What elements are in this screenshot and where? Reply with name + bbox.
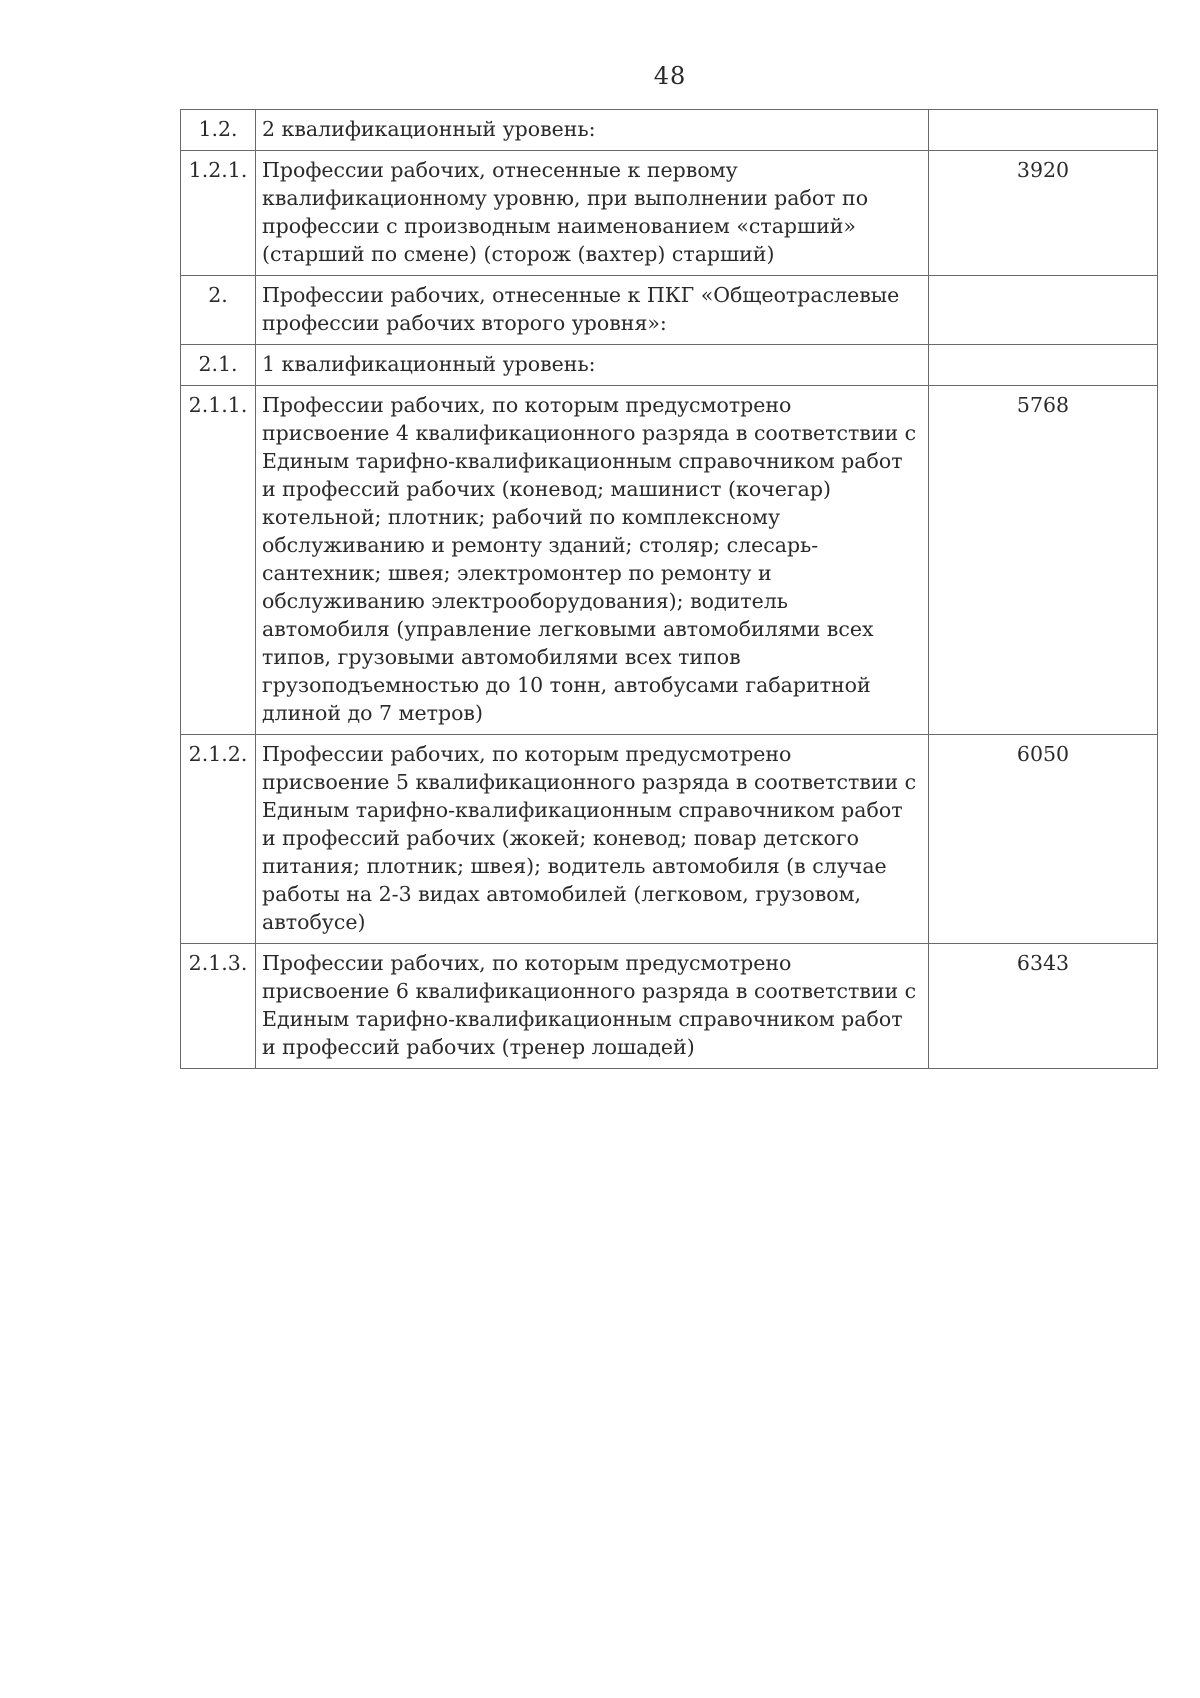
row-description: 1 квалификационный уровень: bbox=[256, 345, 929, 386]
row-salary-value: 6343 bbox=[929, 944, 1158, 1069]
row-description: 2 квалификационный уровень: bbox=[256, 110, 929, 151]
row-description: Профессии рабочих, отнесенные к ПКГ «Общеотраслевые профессии рабочих второго уровня»: bbox=[256, 276, 929, 345]
row-salary-value bbox=[929, 345, 1158, 386]
row-number: 2.1.1. bbox=[181, 386, 256, 735]
page-number: 48 bbox=[653, 62, 687, 90]
row-description: Профессии рабочих, по которым предусмотрено присвоение 6 квалификационного разряда в соответствии с Единым тарифно-квалификационным справочником работ и профессий рабочих (тренер лошадей) bbox=[256, 944, 929, 1069]
table-row bbox=[181, 944, 1158, 1069]
table-row bbox=[181, 151, 1158, 276]
table-row bbox=[181, 345, 1158, 386]
table-row bbox=[181, 110, 1158, 151]
salary-table bbox=[180, 109, 1158, 1069]
table-row bbox=[181, 386, 1158, 735]
row-salary-value: 5768 bbox=[929, 386, 1158, 735]
row-number: 2.1. bbox=[181, 345, 256, 386]
row-salary-value bbox=[929, 110, 1158, 151]
table-row bbox=[181, 276, 1158, 345]
row-description: Профессии рабочих, по которым предусмотрено присвоение 5 квалификационного разряда в соответствии с Единым тарифно-квалификационным справочником работ и профессий рабочих (жокей; коневод; повар детского питания; плотник; швея); водитель автомобиля (в случае работы на 2-3 видах автомобилей (легковом, грузовом, автобусе) bbox=[256, 735, 929, 944]
row-number: 2.1.2. bbox=[181, 735, 256, 944]
row-description: Профессии рабочих, отнесенные к первому квалификационному уровню, при выполнении работ по профессии с производным наименованием «старший» (старший по смене) (сторож (вахтер) старший) bbox=[256, 151, 929, 276]
row-number: 2.1.3. bbox=[181, 944, 256, 1069]
row-salary-value bbox=[929, 276, 1158, 345]
row-salary-value: 6050 bbox=[929, 735, 1158, 944]
table-row bbox=[181, 735, 1158, 944]
row-description: Профессии рабочих, по которым предусмотрено присвоение 4 квалификационного разряда в соответствии с Единым тарифно-квалификационным справочником работ и профессий рабочих (коневод; машинист (кочегар) котельной; плотник; рабочий по комплексному обслуживанию и ремонту зданий; столяр; слесарь-сантехник; швея; электромонтер по ремонту и обслуживанию электрооборудования); водитель автомобиля (управление легковыми автомобилями всех типов, грузовыми автомобилями всех типов грузоподъемностью до 10 тонн, автобусами габаритной длиной до 7 метров) bbox=[256, 386, 929, 735]
row-number: 1.2. bbox=[181, 110, 256, 151]
row-number: 1.2.1. bbox=[181, 151, 256, 276]
row-salary-value: 3920 bbox=[929, 151, 1158, 276]
row-number: 2. bbox=[181, 276, 256, 345]
